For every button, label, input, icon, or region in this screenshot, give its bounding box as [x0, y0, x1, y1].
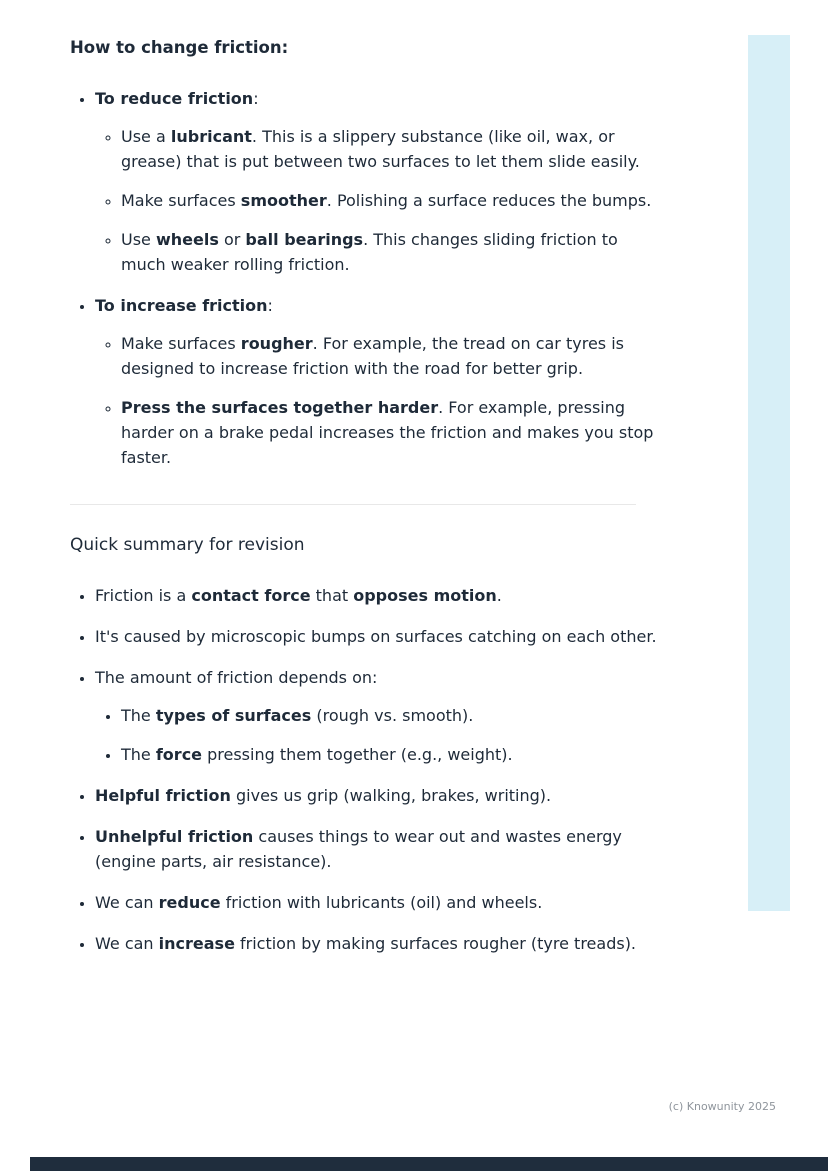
- text: . Polishing a surface reduces the bumps.: [326, 191, 652, 210]
- list-item: [95, 86, 664, 277]
- text: We can: [95, 893, 159, 912]
- document-content: [70, 36, 664, 972]
- list-item: [121, 188, 664, 213]
- list-item: [95, 783, 664, 808]
- text: :: [267, 296, 273, 315]
- list-item-text: [121, 227, 664, 277]
- list-item-text: [121, 742, 664, 767]
- nested-list: [95, 124, 664, 277]
- bold-text: To reduce friction: [95, 89, 254, 108]
- list-item: [121, 331, 664, 381]
- bold-text: lubricant: [170, 127, 252, 146]
- bold-text: types of surfaces: [155, 706, 312, 725]
- text: :: [253, 89, 259, 108]
- list-item: [95, 931, 664, 956]
- text: Make surfaces: [121, 334, 241, 353]
- list-item-text: [95, 583, 664, 608]
- list-item-text: [95, 824, 664, 874]
- bold-text: force: [155, 745, 203, 764]
- bold-text: wheels: [155, 230, 219, 249]
- divider: [70, 504, 636, 505]
- text: . This changes sliding friction to much weaker rolling friction.: [121, 230, 618, 274]
- list-item: [95, 293, 664, 470]
- bold-text: To increase friction: [95, 296, 268, 315]
- list-item-text: [121, 188, 664, 213]
- text: . This is a slippery substance (like oil, wax, or grease) that is put between two surfaces to let them slide easily.: [121, 127, 640, 171]
- how-to-change-friction-list: [70, 86, 664, 470]
- text: (rough vs. smooth).: [311, 706, 474, 725]
- list-item-text: [121, 331, 664, 381]
- text: The: [121, 706, 156, 725]
- text: friction with lubricants (oil) and wheels.: [220, 893, 543, 912]
- text: The: [121, 745, 156, 764]
- list-item: [95, 665, 664, 767]
- list-item-text: [95, 783, 664, 808]
- text: gives us grip (walking, brakes, writing).: [230, 786, 552, 805]
- list-item: [95, 890, 664, 915]
- text: The amount of friction depends on:: [95, 668, 378, 687]
- text: Use a: [121, 127, 171, 146]
- footer: [669, 1100, 776, 1114]
- bold-text: Unhelpful friction: [95, 827, 254, 846]
- nested-list: [95, 331, 664, 470]
- list-item: [121, 703, 664, 728]
- list-item-text: [95, 293, 664, 318]
- bold-text: Helpful friction: [95, 786, 231, 805]
- text: Friction is a: [95, 586, 192, 605]
- list-item-text: [95, 86, 664, 111]
- text: We can: [95, 934, 159, 953]
- text: pressing them together (e.g., weight).: [202, 745, 513, 764]
- list-item-text: [95, 890, 664, 915]
- bold-text: smoother: [240, 191, 327, 210]
- list-item-text: [121, 703, 664, 728]
- list-item-text: [121, 395, 664, 470]
- list-item-text: [121, 124, 664, 174]
- list-item: [121, 227, 664, 277]
- text: Use: [121, 230, 156, 249]
- bold-text: rougher: [240, 334, 313, 353]
- text: . For example, pressing harder on a brake pedal increases the friction and makes you stop faster.: [121, 398, 654, 467]
- bold-text: Press the surfaces together harder: [121, 398, 439, 417]
- section-heading: How to change friction:: [70, 38, 289, 57]
- text: causes things to wear out and wastes energy (engine parts, air resistance).: [95, 827, 622, 871]
- text: It's caused by microscopic bumps on surfaces catching on each other.: [95, 627, 657, 646]
- text: friction by making surfaces rougher (tyre treads).: [234, 934, 637, 953]
- text: .: [496, 586, 502, 605]
- nested-list: [95, 703, 664, 767]
- summary-heading: Quick summary for revision: [70, 535, 305, 555]
- text: Make surfaces: [121, 191, 241, 210]
- list-item: [95, 624, 664, 649]
- text: that: [310, 586, 354, 605]
- list-item: [95, 583, 664, 608]
- list-item-text: [95, 931, 664, 956]
- list-item-text: [95, 624, 664, 649]
- list-item: [121, 395, 664, 470]
- text: or: [218, 230, 246, 249]
- bold-text: ball bearings: [245, 230, 364, 249]
- list-item-text: [95, 665, 664, 690]
- bold-text: contact force: [191, 586, 311, 605]
- copyright-text: (c) Knowunity 2025: [668, 1100, 776, 1113]
- bottom-bar: [30, 1157, 828, 1171]
- bold-text: opposes motion: [353, 586, 497, 605]
- bold-text: reduce: [158, 893, 221, 912]
- bold-text: increase: [158, 934, 235, 953]
- list-item: [121, 742, 664, 767]
- text: . For example, the tread on car tyres is designed to increase friction with the road for better grip.: [121, 334, 624, 378]
- right-accent-stripe: [748, 35, 790, 911]
- list-item: [95, 824, 664, 874]
- quick-summary-list: [70, 583, 664, 956]
- list-item: [121, 124, 664, 174]
